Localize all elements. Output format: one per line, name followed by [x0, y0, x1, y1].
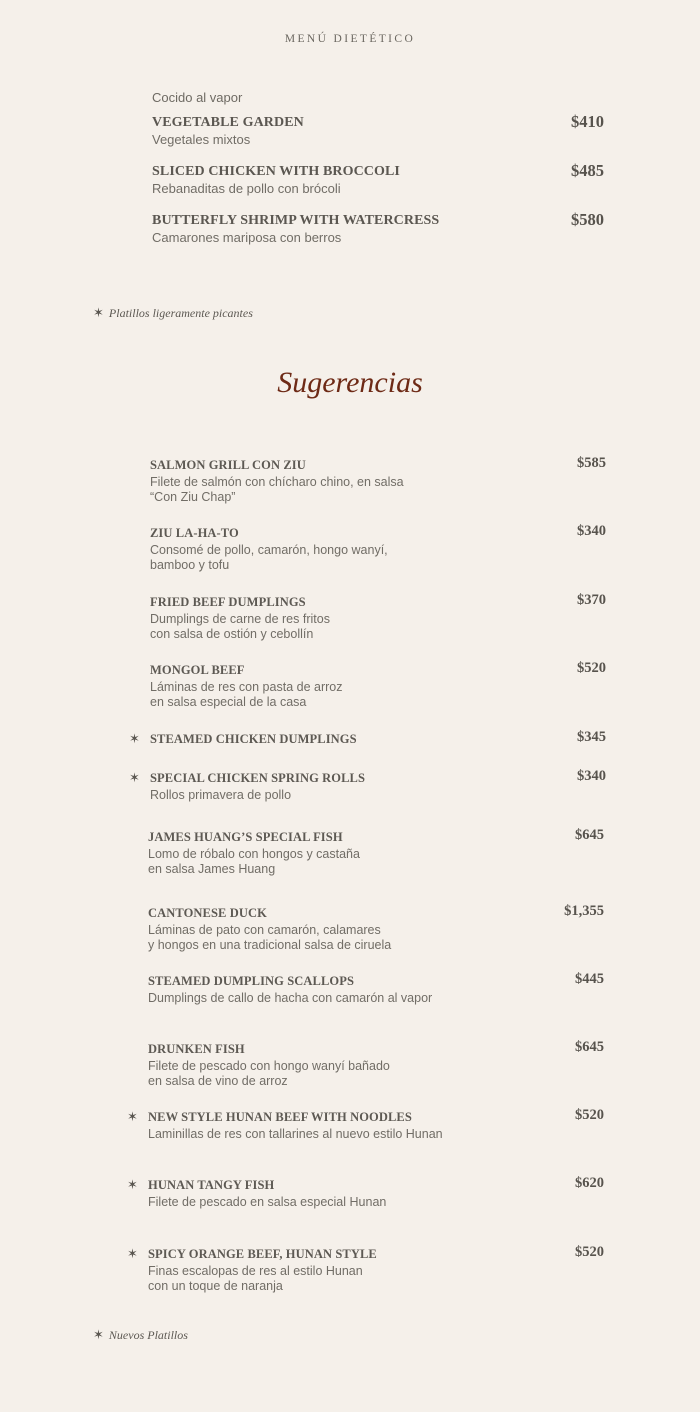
item-description: Rebanaditas de pollo con brócoli: [152, 181, 341, 196]
item-description-line: Lomo de róbalo con hongos y castaña: [148, 847, 360, 861]
item-price: $520: [575, 1107, 604, 1123]
item-price: $520: [575, 1244, 604, 1260]
steamed-intro: Cocido al vapor: [152, 90, 243, 105]
item-description-line: Filete de pescado con hongo wanyí bañado: [148, 1059, 390, 1073]
item-name: DRUNKEN FISH: [148, 1042, 245, 1056]
item-description: [148, 1127, 458, 1142]
item-description-line: Rollos primavera de pollo: [150, 788, 292, 802]
item-description-line: en salsa de vino de arroz: [148, 1074, 288, 1088]
item-name: JAMES HUANG’S SPECIAL FISH: [148, 830, 343, 844]
steamed-dishes-list: [152, 90, 604, 261]
item-description-line: y hongos en una tradicional salsa de ciruela: [148, 938, 392, 952]
item-description-line: Láminas de res con pasta de arroz: [150, 680, 343, 694]
item-price: $1,355: [564, 903, 604, 919]
item-price: $410: [571, 112, 604, 131]
item-name: SPICY ORANGE BEEF, HUNAN STYLE: [148, 1247, 377, 1261]
section-title: Sugerencias: [277, 366, 423, 399]
star-icon: ✶: [127, 1109, 138, 1124]
item-description: [148, 991, 458, 1006]
star-icon: ✶: [93, 305, 104, 320]
item-description-line: con salsa de ostión y cebollín: [150, 627, 314, 641]
menu-item: [152, 114, 604, 163]
item-name: SALMON GRILL CON ZIU: [150, 458, 306, 472]
item-price: $485: [571, 161, 604, 180]
item-price: $520: [577, 660, 606, 676]
menu-item: [127, 1244, 604, 1294]
item-description-line: Consomé de pollo, camarón, hongo wanyí,: [150, 543, 388, 557]
item-description: [148, 923, 458, 953]
item-price: $340: [577, 523, 606, 539]
menu-item: [129, 768, 606, 803]
item-description: Vegetales mixtos: [152, 132, 251, 147]
item-price: $445: [575, 971, 604, 987]
spicy-legend-text: Platillos ligeramente picantes: [108, 306, 253, 320]
item-description: [148, 1195, 458, 1210]
new-legend-text: Nuevos Platillos: [108, 1328, 188, 1342]
menu-item: [129, 729, 606, 747]
menu-item: [127, 1107, 604, 1142]
item-price: $585: [577, 455, 606, 471]
menu-item: [148, 1041, 604, 1089]
item-description: [148, 1059, 458, 1089]
menu-item: [150, 594, 606, 642]
item-price: $645: [575, 1039, 604, 1055]
menu-header: MENÚ DIETÉTICO: [284, 33, 416, 45]
item-name: STEAMED CHICKEN DUMPLINGS: [150, 732, 357, 746]
menu-item: [148, 905, 604, 953]
item-name: HUNAN TANGY FISH: [148, 1178, 275, 1192]
star-icon: ✶: [129, 770, 140, 785]
item-price: $645: [575, 827, 604, 843]
star-icon: ✶: [129, 731, 140, 746]
item-name: ZIU LA-HA-TO: [150, 526, 239, 540]
item-description-line: Laminillas de res con tallarines al nuevo estilo Hunan: [148, 1127, 443, 1141]
item-description: [150, 680, 460, 710]
item-price: $370: [577, 592, 606, 608]
item-name: STEAMED DUMPLING SCALLOPS: [148, 974, 354, 988]
item-name: FRIED BEEF DUMPLINGS: [150, 595, 306, 609]
item-name: NEW STYLE HUNAN BEEF WITH NOODLES: [148, 1110, 412, 1124]
menu-item: [127, 1175, 604, 1210]
item-description-line: Láminas de pato con camarón, calamares: [148, 923, 381, 937]
menu-item: [152, 212, 604, 261]
item-name: CANTONESE DUCK: [148, 906, 267, 920]
item-description: [150, 543, 460, 573]
item-description-line: bamboo y tofu: [150, 558, 230, 572]
item-description-line: “Con Ziu Chap”: [150, 490, 236, 504]
item-description: [148, 1264, 458, 1294]
item-description-line: Filete de pescado en salsa especial Hunan: [148, 1195, 387, 1209]
item-price: $340: [577, 768, 606, 784]
menu-item: [148, 829, 604, 877]
item-name: SLICED CHICKEN WITH BROCCOLI: [152, 164, 400, 179]
item-price: $580: [571, 210, 604, 229]
new-dishes-legend: [93, 1327, 188, 1343]
item-name: VEGETABLE GARDEN: [152, 115, 304, 130]
item-price: $345: [577, 729, 606, 745]
item-price: $620: [575, 1175, 604, 1191]
item-name: SPECIAL CHICKEN SPRING ROLLS: [150, 771, 366, 785]
menu-item: [150, 525, 606, 573]
item-name: MONGOL BEEF: [150, 663, 245, 677]
menu-item: [150, 662, 606, 710]
item-description-line: con un toque de naranja: [148, 1279, 283, 1293]
menu-item: [152, 163, 604, 212]
menu-item: [148, 973, 604, 1006]
item-description-line: en salsa James Huang: [148, 862, 276, 876]
item-description-line: en salsa especial de la casa: [150, 695, 307, 709]
menu-item: [150, 457, 606, 505]
item-name: BUTTERFLY SHRIMP WITH WATERCRESS: [152, 213, 440, 228]
item-description: [150, 475, 460, 505]
item-description: Camarones mariposa con berros: [152, 230, 342, 245]
item-description-line: Filete de salmón con chícharo chino, en salsa: [150, 475, 404, 489]
item-description-line: Finas escalopas de res al estilo Hunan: [148, 1264, 363, 1278]
item-description: [148, 847, 458, 877]
item-description: [150, 612, 460, 642]
item-description: [150, 788, 460, 803]
star-icon: ✶: [127, 1177, 138, 1192]
star-icon: ✶: [93, 1327, 104, 1342]
star-icon: ✶: [127, 1246, 138, 1261]
item-description-line: Dumplings de callo de hacha con camarón al vapor: [148, 991, 433, 1005]
spicy-legend: [93, 305, 253, 321]
item-description-line: Dumplings de carne de res fritos: [150, 612, 330, 626]
